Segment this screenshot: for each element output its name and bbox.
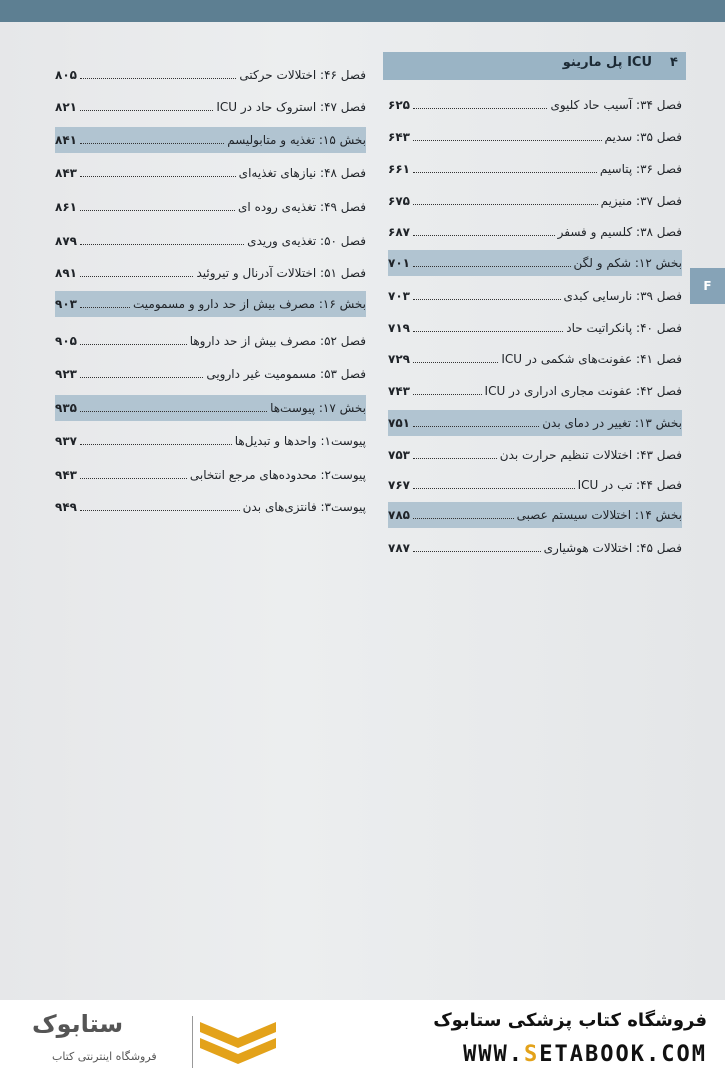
toc-entry [55, 94, 366, 120]
toc-entry-title: فصل ۵۰: تغذیه‌ی وریدی [247, 234, 366, 248]
toc-entry [388, 124, 682, 150]
toc-section [55, 127, 366, 153]
toc-entry [55, 428, 366, 454]
leader-dots [80, 411, 267, 412]
toc-entry [388, 219, 682, 245]
url-prefix: WWW. [463, 1042, 525, 1067]
toc-entry-title: فصل ۴۸: نیازهای تغذیه‌ای [238, 166, 366, 180]
leader-dots [413, 204, 598, 205]
toc-section [55, 395, 366, 421]
toc-section-title: بخش ۱۷: پیوست‌ها [270, 401, 366, 415]
leader-dots [413, 551, 541, 552]
toc-section [388, 250, 682, 276]
toc-entry-title: فصل ۴۶: اختلالات حرکتی [239, 68, 366, 82]
leader-dots [80, 78, 236, 79]
leader-dots [80, 510, 240, 511]
toc-entry-title: فصل ۵۳: مسمومیت غیر دارویی [206, 367, 366, 381]
leader-dots [80, 244, 244, 245]
leader-dots [413, 458, 497, 459]
side-tab: F [690, 268, 725, 304]
logo-wordmark: ستابوک [32, 1010, 124, 1038]
toc-entry-title: فصل ۳۷: منیزیم [600, 194, 682, 208]
toc-entry [388, 378, 682, 404]
leader-dots [80, 143, 224, 144]
leader-dots [413, 331, 563, 332]
toc-section-page: ۸۴۱ [55, 133, 77, 147]
toc-entry-page: ۶۸۷ [388, 225, 410, 239]
toc-entry-title: فصل ۴۱: عفونت‌های شکمی در ICU [501, 352, 682, 366]
toc-entry-page: ۷۴۳ [388, 384, 410, 398]
toc-entry [55, 194, 366, 220]
toc-entry-page: ۹۲۳ [55, 367, 77, 381]
toc-entry-title: فصل ۴۵: اختلالات هوشیاری [543, 541, 682, 555]
toc-entry-page: ۹۴۹ [55, 500, 77, 514]
leader-dots [80, 478, 187, 479]
toc-entry-title: فصل ۴۰: پانکراتیت حاد [566, 321, 682, 335]
toc-entry-page: ۸۲۱ [55, 100, 77, 114]
leader-dots [413, 426, 539, 427]
leader-dots [413, 488, 575, 489]
toc-entry [55, 160, 366, 186]
toc-entry [55, 62, 366, 88]
toc-entry-page: ۸۶۱ [55, 200, 77, 214]
toc-entry-page: ۸۴۳ [55, 166, 77, 180]
toc-section-page: ۷۵۱ [388, 416, 410, 430]
toc-entry [388, 472, 682, 498]
toc-entry-page: ۷۶۷ [388, 478, 410, 492]
leader-dots [413, 108, 547, 109]
toc-entry [55, 260, 366, 286]
toc-entry [55, 494, 366, 520]
toc-entry [55, 328, 366, 354]
toc-entry-title: فصل ۴۴: تب در ICU [577, 478, 682, 492]
leader-dots [413, 140, 602, 141]
toc-section-page: ۷۸۵ [388, 508, 410, 522]
toc-entry-title: فصل ۳۴: آسیب حاد کلیوی [550, 98, 682, 112]
toc-entry-page: ۷۰۳ [388, 289, 410, 303]
toc-entry-title: فصل ۳۹: نارسایی کبدی [563, 289, 682, 303]
toc-section [388, 410, 682, 436]
toc-entry [388, 188, 682, 214]
leader-dots [80, 344, 187, 345]
toc-section-title: بخش ۱۳: تغییر در دمای بدن [542, 416, 682, 430]
leader-dots [80, 210, 235, 211]
toc-entry-title: فصل ۴۳: اختلالات تنظیم حرارت بدن [499, 448, 682, 462]
leader-dots [413, 394, 482, 395]
toc-entry-page: ۸۹۱ [55, 266, 77, 280]
leader-dots [413, 518, 514, 519]
toc-entry [388, 92, 682, 118]
leader-dots [413, 299, 561, 300]
toc-section-title: بخش ۱۴: اختلالات سیستم عصبی [516, 508, 682, 522]
leader-dots [80, 176, 236, 177]
toc-section-title: بخش ۱۶: مصرف بیش از حد دارو و مسمومیت [132, 297, 366, 311]
toc-entry-page: ۹۴۳ [55, 468, 77, 482]
toc-section [55, 291, 366, 317]
toc-entry-title: فصل ۳۸: کلسیم و فسفر [557, 225, 682, 239]
url-rest: ETABOOK.COM [539, 1042, 707, 1067]
toc-entry-page: ۸۰۵ [55, 68, 77, 82]
toc-entry-title: فصل ۴۹: تغذیه‌ی روده ای [238, 200, 366, 214]
toc-entry-title: پیوست۳: فانتزی‌های بدن [242, 500, 366, 514]
toc-entry-page: ۷۱۹ [388, 321, 410, 335]
toc-entry-page: ۶۷۵ [388, 194, 410, 208]
toc-entry [388, 535, 682, 561]
toc-section-page: ۷۰۱ [388, 256, 410, 270]
leader-dots [413, 235, 555, 236]
toc-entry [388, 315, 682, 341]
store-url[interactable] [463, 1042, 707, 1067]
book-title: ICU پل مارینو [562, 55, 652, 70]
toc-entry-title: فصل ۳۵: سدیم [604, 130, 682, 144]
logo-tagline: فروشگاه اینترنتی کتاب [52, 1050, 157, 1063]
page-number: ۴ [670, 55, 678, 70]
toc-entry-page: ۹۰۵ [55, 334, 77, 348]
leader-dots [80, 110, 213, 111]
toc-entry-page: ۸۷۹ [55, 234, 77, 248]
toc-entry-page: ۶۲۵ [388, 98, 410, 112]
toc-entry-title: فصل ۵۱: اختلالات آدرنال و تیروئید [196, 266, 366, 280]
leader-dots [413, 266, 571, 267]
toc-section-title: بخش ۱۲: شکم و لگن [573, 256, 682, 270]
toc-entry [388, 346, 682, 372]
chevron-logo-icon [198, 1014, 278, 1070]
toc-entry-title: پیوست۱: واحدها و تبدیل‌ها [234, 434, 366, 448]
toc-entry-title: پیوست۲: محدوده‌های مرجع انتخابی [189, 468, 366, 482]
leader-dots [80, 444, 232, 445]
toc-entry-page: ۶۴۳ [388, 130, 410, 144]
toc-entry-title: فصل ۴۲: عفونت مجاری ادراری در ICU [484, 384, 682, 398]
toc-entry [388, 442, 682, 468]
toc-entry-title: فصل ۳۶: پتاسیم [599, 162, 682, 176]
store-name: فروشگاه کتاب پزشکی ستابوک [433, 1010, 707, 1031]
toc-entry [388, 156, 682, 182]
toc-entry-title: فصل ۵۲: مصرف بیش از حد داروها [189, 334, 366, 348]
toc-entry [55, 228, 366, 254]
toc-entry-page: ۷۸۷ [388, 541, 410, 555]
toc-entry-page: ۹۳۷ [55, 434, 77, 448]
toc-entry [55, 361, 366, 387]
toc-section [388, 502, 682, 528]
toc-entry [388, 283, 682, 309]
leader-dots [80, 276, 193, 277]
leader-dots [413, 172, 597, 173]
toc-entry-page: ۷۲۹ [388, 352, 410, 366]
toc-entry-page: ۷۵۳ [388, 448, 410, 462]
leader-dots [80, 307, 130, 308]
toc-entry-page: ۶۶۱ [388, 162, 410, 176]
toc-section-title: بخش ۱۵: تغذیه و متابولیسم [227, 133, 366, 147]
leader-dots [413, 362, 498, 363]
toc-section-page: ۹۰۳ [55, 297, 77, 311]
logo-divider [192, 1016, 193, 1068]
toc-entry [55, 462, 366, 488]
toc-section-page: ۹۳۵ [55, 401, 77, 415]
store-footer [0, 1000, 725, 1080]
url-brand-letter: S [524, 1042, 540, 1067]
toc-entry-title: فصل ۴۷: استروک حاد در ICU [216, 100, 366, 114]
leader-dots [80, 377, 203, 378]
